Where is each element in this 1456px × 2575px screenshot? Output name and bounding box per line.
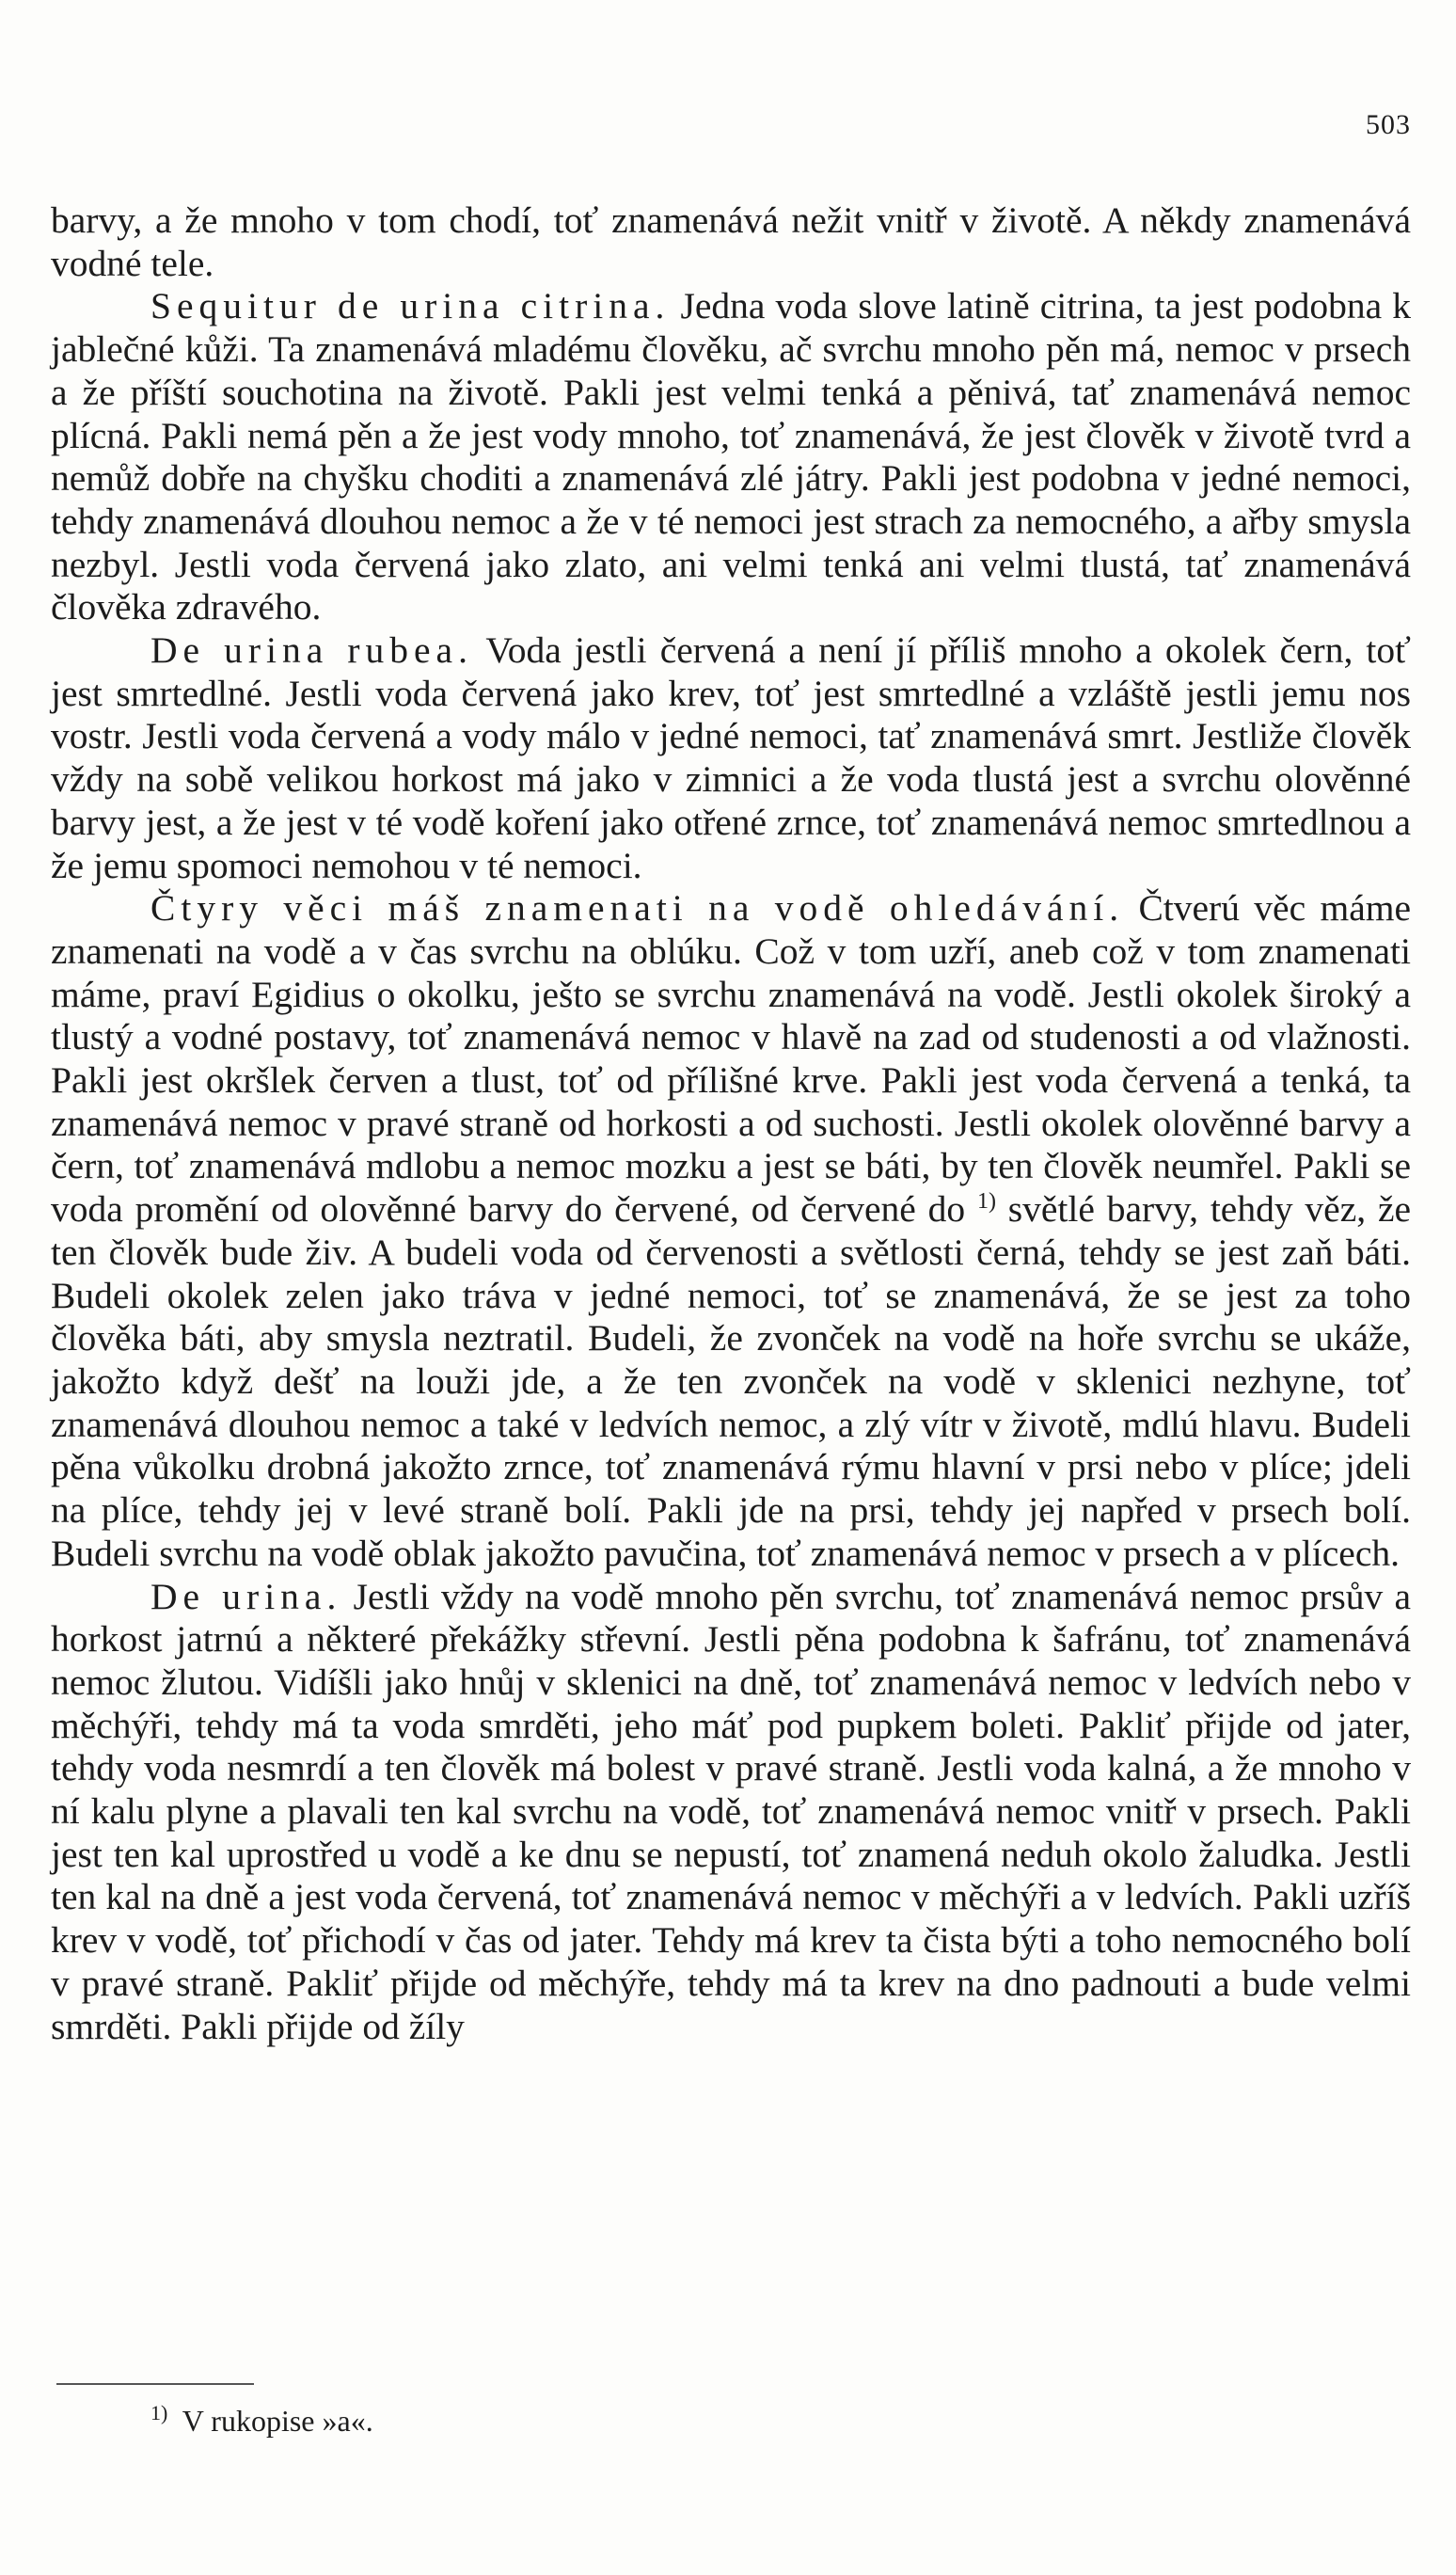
footnote-divider (56, 2383, 254, 2385)
paragraph-rubea (51, 629, 1411, 887)
paragraph-ctyry-veci-text-b: světlé barvy, tehdy věz, že ten člověk bude živ. A budeli voda od červenosti a světlosti černá, tehdy se jest zaň báti. Budeli okolek zelen jako tráva v jedné nemoci, toť se znamenává, že se jest za toho člověka báti, aby smysla neztratil. Budeli, že zvonček na vodě na hoře svrchu se ukáže, jakožto když dešť na louži jde, a že ten zvonček na vodě v sklenici nezhyne, toť znamenává dlouhou nemoc a také v ledvích nemoc, a zlý vítr v životě, mdlú hlavu. Budeli pěna vůkolku drobná jakožto zrnce, toť znamenává rýmu hlavní v prsi nebo v plíce; jdeli na plíce, tehdy jej v levé straně bolí. Pakli jde na prsi, tehdy jej napřed v prsech bolí. Budeli svrchu na vodě oblak jakožto pavučina, toť znamenává nemoc v prsech a v plícech. (51, 1188, 1412, 1574)
paragraph-ctyry-veci-text-a: Čtverú věc máme znamenati na vodě a v čas svrchu na oblúku. Což v tom uzří, aneb což v tom znamenati máme, praví Egidius o okolku, ješto se svrchu znamenává na vodě. Jestli okolek široký a tlustý a vodné postavy, toť znamenává nemoc v hlavě na zad od studenosti a od vlažnosti. Pakli jest okršlek červen a tlust, toť od přílišné krve. Pakli jest voda červená a tenká, ta znamenává nemoc v pravé straně od horkosti a od suchosti. Jestli okolek olověnné barvy a čern, toť znamenává mdlobu a nemoc mozku a jest se báti, by ten člověk neumřel. Pakli se voda promění od olověnné barvy do červené, od červené do (51, 887, 1411, 1231)
section-heading-rubea: De urina rubea. (150, 629, 473, 672)
paragraph-citrina (51, 285, 1411, 629)
section-heading-ctyry-veci: Čtyry věci máš znamenati na vodě ohledávání. (150, 887, 1125, 930)
paragraph-de-urina (51, 1576, 1411, 2049)
footnote (150, 2401, 373, 2439)
paragraph-de-urina-text: Jestli vždy na vodě mnoho pěn svrchu, toť znamenává nemoc prsův a horkost jatrnú a některé překážky střevní. Jestli pěna podobna k šafránu, toť znamenává nemoc žlutou. Vidíšli jako hnůj v sklenici na dně, toť znamenává nemoc v ledvích nebo v měchýři, tehdy má ta voda smrděti, jeho máť pod pupkem boleti. Pakliť přijde od jater, tehdy voda nesmrdí a ten člověk má bolest v pravé straně. Jestli voda kalná, a že mnoho v ní kalu plyne a plavali ten kal svrchu na vodě, toť znamenává nemoc vnitř v prsech. Pakli jest ten kal uprostřed u vodě a ke dnu se nepustí, toť znamená neduh okolo žaludka. Jestli ten kal na dně a jest voda červená, toť znamenává nemoc v měchýři a v ledvích. Pakli uzříš krev v vodě, toť přichodí v čas od jater. Tehdy má krev ta čista býti a toho nemocného bolí v pravé straně. Pakliť přijde od měchýře, tehdy má ta krev na dno padnouti a bude velmi smrděti. Pakli přijde od žíly (51, 1575, 1412, 2047)
paragraph-1 (51, 199, 1411, 285)
footnote-text: V rukopise »a«. (182, 2404, 373, 2438)
footnote-mark: 1) (150, 2401, 168, 2425)
paragraph-citrina-text: Jedna voda slove latině citrina, ta jest podobna k jablečné kůži. Ta znamenává mladému člověku, ač svrchu mnoho pěn má, nemoc v prsech a že příští souchotina na životě. Pakli jest velmi tenká a pěnivá, tať znamenává nemoc plícná. Pakli nemá pěn a že jest vody mnoho, toť znamenává, že jest člověk v životě tvrd a nemůž dobře na chyšku choditi a znamenává zlé játry. Pakli jest podobna v jedné nemoci, tehdy znamenává dlouhou nemoc a že v té nemoci jest strach za nemocného, a ařby smysla nezbyl. Jestli voda červená jako zlato, ani velmi tenká ani velmi tlustá, tať znamenává člověka zdravého. (51, 285, 1412, 628)
paragraph-ctyry-veci (51, 887, 1411, 1575)
page-number: 503 (1366, 109, 1411, 140)
section-heading-citrina: Sequitur de urina citrina. (150, 285, 671, 327)
body-text (51, 199, 1411, 2048)
footnote-reference: 1) (976, 1189, 996, 1215)
paragraph-1-text: barvy, a že mnoho v tom chodí, toť znamenává nežit vnitř v životě. A někdy znamenává vodné tele. (51, 199, 1411, 284)
paragraph-rubea-text: Voda jestli červená a není jí příliš mnoho a okolek čern, toť jest smrtedlné. Jestli voda červená jako krev, toť jest smrtedlné a vzláště jestli jemu nos vostr. Jestli voda červená a vody málo v jedné nemoci, tať znamenává smrt. Jestliže člověk vždy na sobě velikou horkost má jako v zimnici a že voda tlustá jest a svrchu olověnné barvy jest, a že jest v té vodě koření jako otřené zrnce, toť znamenává nemoc smrtedlnou a že jemu spomoci nemohou v té nemoci. (51, 629, 1411, 886)
section-heading-de-urina: De urina. (150, 1575, 342, 1617)
